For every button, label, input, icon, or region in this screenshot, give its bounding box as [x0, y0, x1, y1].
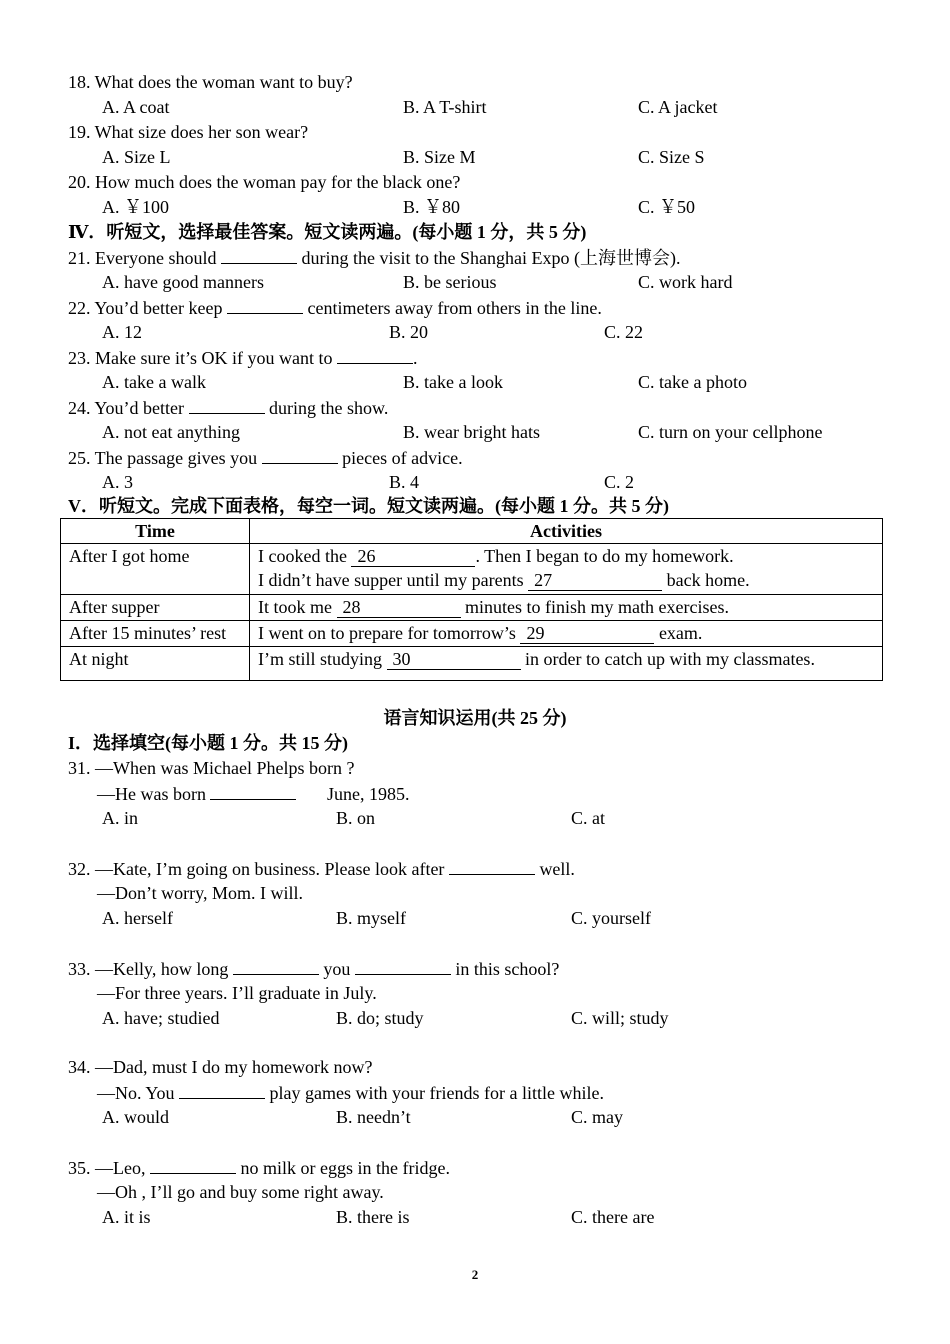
question-35 — [68, 1155, 450, 1179]
question-31-reply — [97, 781, 409, 805]
option-33c: C. will; study — [571, 1008, 669, 1028]
option-35a: A. it is — [102, 1207, 151, 1227]
answer-blank — [227, 295, 303, 314]
activity-cell — [250, 647, 883, 681]
question-23 — [68, 345, 417, 369]
question-text: no milk or eggs in the fridge. — [240, 1158, 450, 1178]
option-33a: A. have; studied — [102, 1008, 220, 1028]
table-header-row — [61, 519, 883, 544]
answer-blank — [233, 956, 319, 975]
question-33 — [68, 956, 559, 980]
section-5-heading: V．听短文。完成下面表格，每空一词。短文读两遍。(每小题 1 分。共 5 分) — [68, 496, 669, 516]
option-18c: C. A jacket — [638, 97, 718, 117]
option-18b: B. A T-shirt — [403, 97, 487, 117]
option-34b: B. needn’t — [336, 1107, 411, 1127]
option-23b: B. take a look — [403, 372, 503, 392]
option-25b: B. 4 — [389, 472, 420, 492]
header-time: Time — [61, 519, 250, 544]
question-text: 33. —Kelly, how long — [68, 959, 229, 979]
option-33b: B. do; study — [336, 1008, 424, 1028]
question-31: 31. —When was Michael Phelps born ? — [68, 758, 355, 778]
activity-cell — [250, 621, 883, 647]
reply-text: —He was born — [97, 784, 206, 804]
option-31a: A. in — [102, 808, 138, 828]
option-23a: A. take a walk — [102, 372, 206, 392]
blank-29: 29 — [520, 623, 654, 644]
option-24b: B. wear bright hats — [403, 422, 540, 442]
question-text: 32. —Kate, I’m going on business. Please look after — [68, 859, 445, 879]
answer-blank — [150, 1155, 236, 1174]
answer-blank — [337, 345, 413, 364]
answer-blank — [210, 781, 296, 800]
table-row — [61, 544, 883, 595]
activity-text: I’m still studying — [258, 649, 383, 669]
option-32b: B. myself — [336, 908, 406, 928]
time-cell: After supper — [61, 595, 250, 621]
question-32 — [68, 856, 575, 880]
blank-27: 27 — [528, 570, 662, 591]
option-31c: C. at — [571, 808, 605, 828]
option-24a: A. not eat anything — [102, 422, 240, 442]
header-activities: Activities — [250, 519, 883, 544]
option-32c: C. yourself — [571, 908, 651, 928]
time-cell: After I got home — [61, 544, 250, 595]
question-32-reply: —Don’t worry, Mom. I will. — [97, 883, 303, 903]
option-20a: A. ￥100 — [102, 197, 169, 217]
question-24 — [68, 395, 388, 419]
q22-pre: 22. You’d better keep — [68, 298, 223, 318]
activity-line — [258, 568, 874, 592]
answer-blank — [262, 445, 338, 464]
blank-26: 26 — [351, 546, 475, 567]
option-32a: A. herself — [102, 908, 173, 928]
question-20: 20. How much does the woman pay for the black one? — [68, 172, 461, 192]
q21-pre: 21. Everyone should — [68, 248, 217, 268]
option-25a: A. 3 — [102, 472, 133, 492]
option-31b: B. on — [336, 808, 376, 828]
page-number: 2 — [471, 1267, 479, 1282]
activity-text: exam. — [658, 623, 703, 643]
reply-text: play games with your friends for a little while. — [269, 1083, 604, 1103]
option-21c: C. work hard — [638, 272, 733, 292]
answer-blank — [449, 856, 535, 875]
option-21a: A. have good manners — [102, 272, 264, 292]
question-text: 35. —Leo, — [68, 1158, 146, 1178]
option-19c: C. Size S — [638, 147, 705, 167]
option-18a: A. A coat — [102, 97, 170, 117]
language-section-heading: I．选择填空(每小题 1 分。共 15 分) — [68, 733, 348, 753]
time-cell: After 15 minutes’ rest — [61, 621, 250, 647]
q21-post: during the visit to the Shanghai Expo (上海世博会). — [301, 248, 681, 268]
option-35c: C. there are — [571, 1207, 655, 1227]
activity-text: I went on to prepare for tomorrow’s — [258, 623, 516, 643]
option-22c: C. 22 — [604, 322, 644, 342]
question-text: well. — [539, 859, 575, 879]
option-20b: B. ￥80 — [403, 197, 461, 217]
q23-post: . — [412, 348, 418, 368]
option-25c: C. 2 — [604, 472, 635, 492]
option-22a: A. 12 — [102, 322, 142, 342]
question-33-reply: —For three years. I’ll graduate in July. — [97, 983, 377, 1003]
activity-text: minutes to finish my math exercises. — [465, 597, 729, 617]
question-35-reply: —Oh , I’ll go and buy some right away. — [97, 1182, 384, 1202]
option-19a: A. Size L — [102, 147, 171, 167]
option-24c: C. turn on your cellphone — [638, 422, 823, 442]
activities-table — [60, 518, 883, 681]
option-21b: B. be serious — [403, 272, 497, 292]
question-25 — [68, 445, 463, 469]
question-34: 34. —Dad, must I do my homework now? — [68, 1057, 373, 1077]
question-34-reply — [97, 1080, 604, 1104]
activity-text: I didn’t have supper until my parents — [258, 570, 524, 590]
question-22 — [68, 295, 602, 319]
question-19: 19. What size does her son wear? — [68, 122, 309, 142]
activity-text: in order to catch up with my classmates. — [525, 649, 815, 669]
language-section-title: 语言知识运用(共 25 分) — [383, 708, 567, 728]
answer-blank — [221, 245, 297, 264]
option-34c: C. may — [571, 1107, 623, 1127]
activity-line — [258, 544, 874, 568]
activity-text: I cooked the — [258, 546, 347, 566]
q25-post: pieces of advice. — [342, 448, 463, 468]
table-row — [61, 595, 883, 621]
question-text: in this school? — [455, 959, 560, 979]
option-22b: B. 20 — [389, 322, 429, 342]
activity-text: . Then I began to do my homework. — [475, 546, 734, 566]
q22-post: centimeters away from others in the line. — [307, 298, 602, 318]
option-19b: B. Size M — [403, 147, 476, 167]
question-18: 18. What does the woman want to buy? — [68, 72, 353, 92]
reply-text: —No. You — [97, 1083, 175, 1103]
option-20c: C. ￥50 — [638, 197, 696, 217]
activity-cell — [250, 544, 883, 595]
table-row — [61, 647, 883, 681]
blank-28: 28 — [337, 597, 461, 618]
q24-pre: 24. You’d better — [68, 398, 184, 418]
option-34a: A. would — [102, 1107, 169, 1127]
reply-text: June, 1985. — [326, 784, 410, 804]
option-35b: B. there is — [336, 1207, 410, 1227]
activity-text: back home. — [666, 570, 750, 590]
activity-text: It took me — [258, 597, 332, 617]
answer-blank — [179, 1080, 265, 1099]
table-row — [61, 621, 883, 647]
answer-blank — [355, 956, 451, 975]
activity-cell — [250, 595, 883, 621]
q24-post: during the show. — [269, 398, 389, 418]
answer-blank — [189, 395, 265, 414]
option-23c: C. take a photo — [638, 372, 747, 392]
question-21 — [68, 245, 680, 269]
time-cell: At night — [61, 647, 250, 681]
question-text: you — [323, 959, 351, 979]
section-4-heading: Ⅳ．听短文，选择最佳答案。短文读两遍。(每小题 1 分，共 5 分) — [68, 222, 587, 242]
q23-pre: 23. Make sure it’s OK if you want to — [68, 348, 333, 368]
q25-pre: 25. The passage gives you — [68, 448, 258, 468]
blank-30: 30 — [387, 649, 521, 670]
